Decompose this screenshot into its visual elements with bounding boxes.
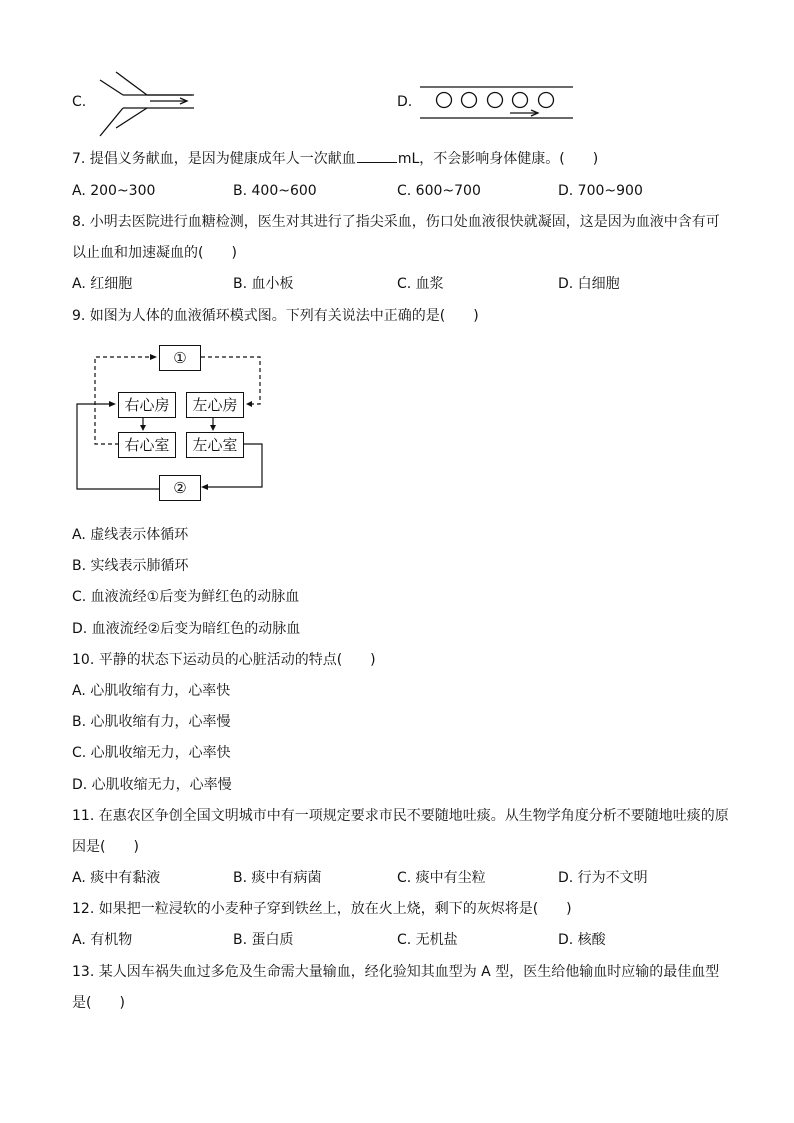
question-12-stem: 12. 如果把一粒浸软的小麦种子穿到铁丝上，放在火上烧，剩下的灰烬将是( ) — [72, 901, 572, 917]
question-10-option-a: A. 心肌收缩有力，心率快 — [72, 683, 231, 699]
question-7-text-before: 7. 提倡义务献血，是因为健康成年人一次献血 — [72, 151, 356, 167]
question-13-line-2: 是( ) — [72, 995, 125, 1011]
question-11-option-d: D. 行为不文明 — [558, 870, 648, 886]
question-12-option-d: D. 核酸 — [558, 932, 606, 948]
question-9-option-a: A. 虚线表示体循环 — [72, 527, 189, 543]
diagram-left-ventricle: 左心室 — [186, 432, 244, 458]
diagram-left-atrium: 左心房 — [186, 392, 244, 418]
question-7-option-b: B. 400~600 — [233, 183, 317, 199]
question-10-option-c: C. 心肌收缩无力，心率快 — [72, 745, 231, 761]
question-11-line-1: 11. 在惠农区争创全国文明城市中有一项规定要求市民不要随地吐痰。从生物学角度分析不要随地吐痰的原 — [72, 808, 729, 824]
diagram-box-2: ② — [159, 475, 201, 501]
diagram-box-1: ① — [159, 345, 201, 371]
question-12-option-a: A. 有机物 — [72, 932, 133, 948]
question-8-option-c: C. 血浆 — [397, 276, 444, 292]
diagram-right-atrium: 右心房 — [118, 392, 176, 418]
question-11-line-2: 因是( ) — [72, 839, 139, 855]
question-9-option-c: C. 血液流经①后变为鲜红色的动脉血 — [72, 589, 300, 605]
option-c-label: C. — [72, 94, 87, 110]
question-9-option-b: B. 实线表示肺循环 — [72, 558, 189, 574]
question-8-option-b: B. 血小板 — [233, 276, 294, 292]
question-10-option-d: D. 心肌收缩无力，心率慢 — [72, 777, 232, 793]
question-8-option-d: D. 白细胞 — [558, 276, 620, 292]
question-9-option-d: D. 血液流经②后变为暗红色的动脉血 — [72, 621, 301, 637]
question-7-option-a: A. 200~300 — [72, 183, 156, 199]
question-11-option-b: B. 痰中有病菌 — [233, 870, 322, 886]
question-7-option-d: D. 700~900 — [558, 183, 643, 199]
question-13-line-1: 13. 某人因车祸失血过多危及生命需大量输血，经化验知其血型为 A 型，医生给他输血时应输的最佳血型 — [72, 964, 720, 980]
question-7-option-c: C. 600~700 — [397, 183, 481, 199]
question-10-stem: 10. 平静的状态下运动员的心脏活动的特点( ) — [72, 652, 376, 668]
question-10-option-b: B. 心肌收缩有力，心率慢 — [72, 714, 231, 730]
question-9-stem: 9. 如图为人体的血液循环模式图。下列有关说法中正确的是( ) — [72, 308, 479, 324]
question-8-line-2: 以止血和加速凝血的( ) — [72, 245, 237, 261]
question-11-option-c: C. 痰中有尘粒 — [397, 870, 486, 886]
diagram-right-ventricle: 右心室 — [118, 432, 176, 458]
question-12-option-c: C. 无机盐 — [397, 932, 458, 948]
question-12-option-b: B. 蛋白质 — [233, 932, 294, 948]
question-8-line-1: 8. 小明去医院进行血糖检测，医生对其进行了指尖采血，伤口处血液很快就凝固，这是因为血液中含有可 — [72, 214, 720, 230]
option-d-label: D. — [397, 94, 413, 110]
question-11-option-a: A. 痰中有黏液 — [72, 870, 161, 886]
question-7-text-after: mL，不会影响身体健康。( ) — [397, 151, 599, 167]
question-8-option-a: A. 红细胞 — [72, 276, 133, 292]
